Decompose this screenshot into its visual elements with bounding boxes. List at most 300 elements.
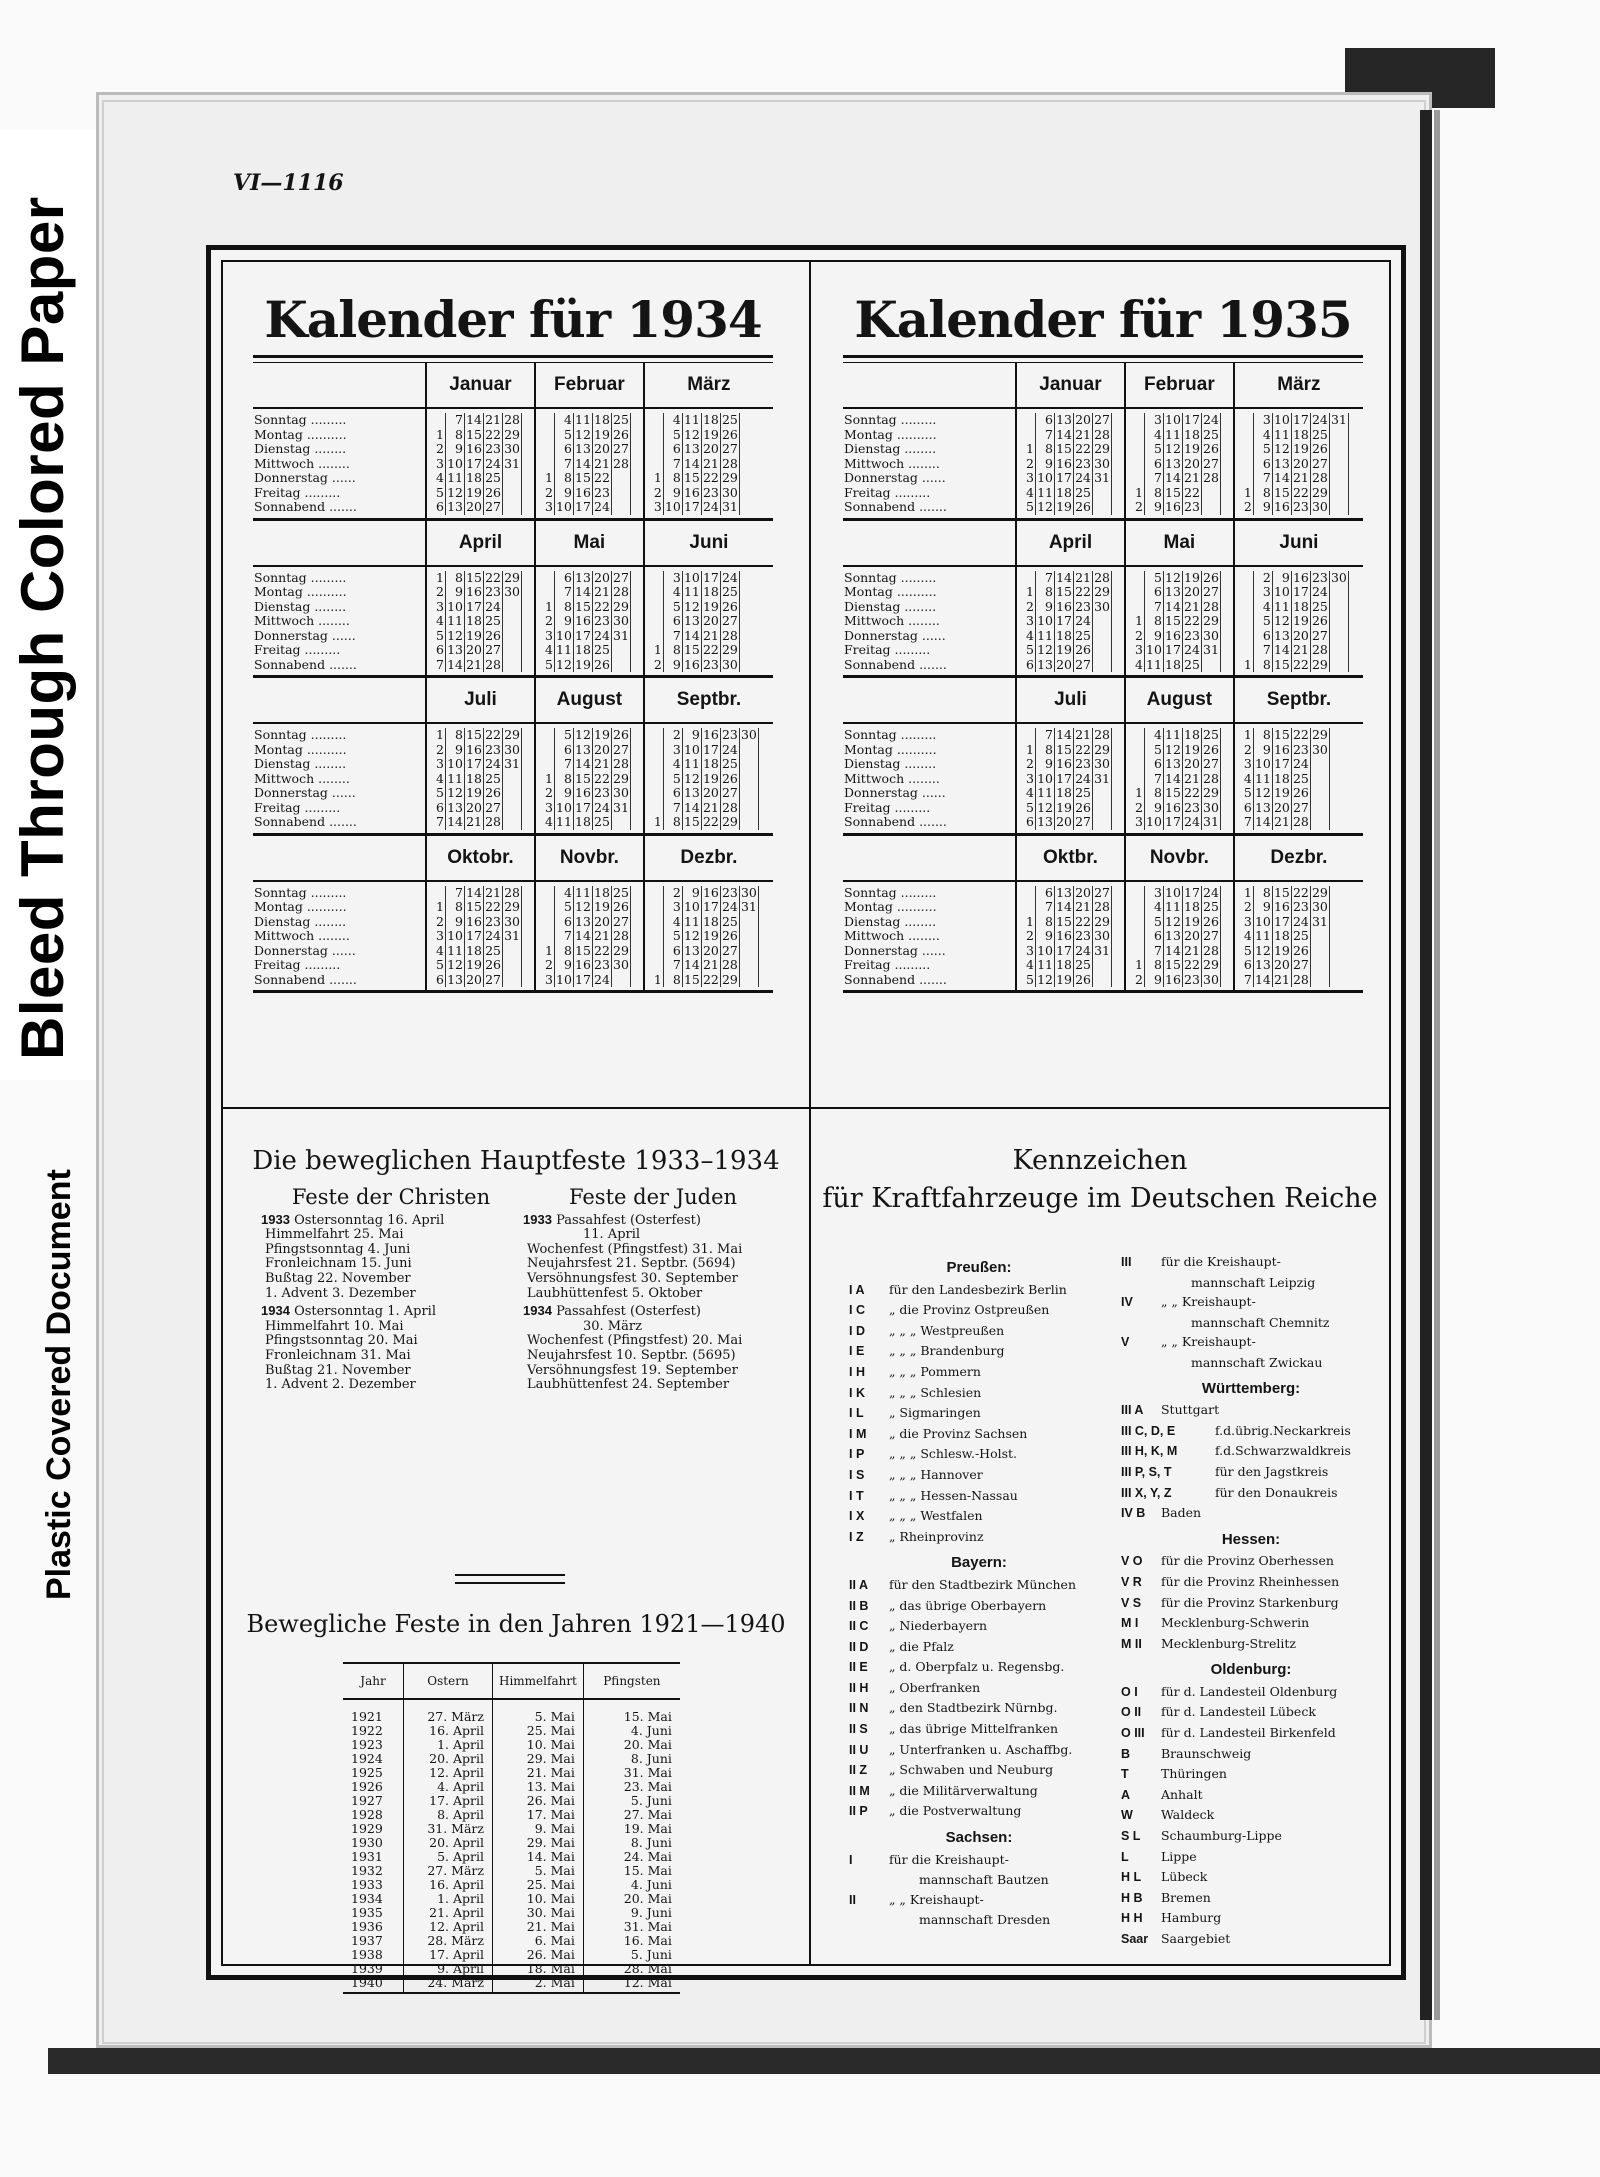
- day-number: [739, 757, 758, 772]
- day-number: 4: [554, 413, 573, 428]
- day-number: 27: [613, 441, 629, 456]
- plate-code: II N: [849, 1701, 869, 1716]
- table-cell: 5. Mai: [493, 1699, 584, 1724]
- table-cell: 1937: [351, 1933, 383, 1948]
- day-number: [1126, 728, 1145, 743]
- day-number: 11: [1037, 484, 1053, 500]
- day-number: 25: [1075, 957, 1091, 972]
- day-number: 29: [504, 426, 520, 442]
- region-heading: Sachsen:: [945, 1829, 1013, 1847]
- day-number: 24: [594, 799, 610, 815]
- day-number: 25: [721, 756, 738, 771]
- weekday-label: Sonntag .........: [254, 884, 347, 900]
- day-number: 30: [613, 957, 629, 972]
- day-number: 24: [1075, 470, 1091, 485]
- day-number: 13: [1056, 412, 1072, 427]
- feste-text: Neujahrsfest 21. Septbr. (5694): [527, 1256, 736, 1272]
- day-number: 18: [1184, 727, 1200, 742]
- day-number: 26: [485, 627, 501, 643]
- day-number: 31: [504, 455, 520, 471]
- day-number: 16: [575, 484, 591, 500]
- day-grid: [1126, 886, 1221, 988]
- month-name: Januar: [1016, 363, 1125, 408]
- table-cell: 27. März: [404, 1699, 493, 1724]
- day-number: 19: [594, 899, 610, 914]
- weekday-labels: [843, 881, 1016, 992]
- kennzeichen-right-column: [1121, 1252, 1381, 1950]
- day-number: [1017, 413, 1036, 428]
- day-number: 30: [740, 727, 757, 742]
- day-number: 31: [1203, 642, 1219, 657]
- day-number: 5: [1017, 801, 1036, 816]
- table-cell: 1932: [351, 1863, 383, 1878]
- plate-code: II B: [849, 1598, 869, 1613]
- day-number: 13: [1037, 656, 1053, 672]
- table-cell: 12. April: [404, 1920, 493, 1934]
- day-number: 29: [1203, 785, 1219, 800]
- plate-code: I M: [849, 1426, 867, 1441]
- day-number: 7: [663, 958, 682, 973]
- month-days: [1234, 566, 1363, 677]
- day-number: 7: [446, 886, 465, 901]
- day-number: 19: [1184, 569, 1200, 585]
- day-number: 21: [702, 799, 719, 815]
- day-number: [1235, 571, 1254, 586]
- table-row: [343, 1850, 680, 1864]
- day-number: 1: [645, 815, 664, 830]
- weekday-label: Mittwoch ........: [844, 455, 940, 471]
- table-row: [343, 1780, 680, 1794]
- table-cell: 27. März: [404, 1864, 493, 1878]
- day-number: 1: [1017, 743, 1036, 758]
- day-number: 27: [1203, 455, 1219, 471]
- day-number: 11: [1165, 426, 1181, 442]
- day-number: 3: [645, 500, 664, 515]
- day-number: 10: [1037, 942, 1053, 958]
- plate-text-cont: mannschaft Leipzig: [1191, 1274, 1316, 1290]
- day-number: 19: [594, 426, 610, 442]
- day-number: 9: [663, 486, 682, 501]
- plate-code-row: [1121, 1613, 1381, 1634]
- weekday-label: Sonnabend .......: [254, 971, 357, 987]
- day-number: 30: [1311, 499, 1328, 514]
- day-number: 7: [1144, 772, 1163, 787]
- day-number: 5: [427, 786, 446, 801]
- day-number: 2: [1017, 457, 1036, 472]
- day-number: 20: [1056, 656, 1072, 672]
- day-number: 2: [1017, 757, 1036, 772]
- day-number: [503, 629, 522, 644]
- day-number: 15: [683, 470, 700, 485]
- day-number: [1126, 413, 1145, 428]
- day-number: 2: [1235, 743, 1254, 758]
- table-cell: 1921: [351, 1709, 383, 1724]
- feste-text: Ostersonntag 1. April: [294, 1304, 436, 1320]
- day-number: 15: [1273, 884, 1290, 900]
- day-number: 8: [663, 815, 682, 830]
- weekday-label: Sonntag .........: [844, 412, 937, 427]
- day-number: 21: [1292, 470, 1309, 485]
- day-number: 12: [1165, 741, 1181, 757]
- day-number: [503, 600, 522, 615]
- day-number: [1235, 643, 1254, 658]
- day-number: 16: [466, 741, 482, 757]
- day-number: [1093, 958, 1112, 973]
- day-number: 29: [613, 942, 629, 958]
- day-number: 5: [1144, 442, 1163, 457]
- day-number: 5: [1144, 743, 1163, 758]
- day-number: 5: [554, 900, 573, 915]
- day-number: 25: [613, 884, 629, 900]
- day-number: 9: [554, 614, 573, 629]
- day-number: 8: [554, 600, 573, 615]
- day-grid: [1235, 413, 1349, 515]
- day-number: 15: [1165, 785, 1181, 800]
- day-number: 8: [1253, 728, 1272, 743]
- day-number: 9: [446, 915, 465, 930]
- plate-code: O II: [1121, 1705, 1142, 1720]
- day-number: 14: [683, 627, 700, 643]
- table-cell: 2. Mai: [493, 1976, 584, 1993]
- day-number: 2: [663, 728, 682, 743]
- feste-text: Fronleichnam 31. Mai: [265, 1347, 411, 1363]
- weekday-label: Dienstag ........: [254, 913, 347, 929]
- day-number: 23: [594, 484, 610, 500]
- blank-cell: [253, 363, 426, 408]
- day-number: [503, 772, 522, 787]
- table-cell: 5. April: [404, 1850, 493, 1864]
- day-number: 4: [1144, 428, 1163, 443]
- day-number: 22: [485, 426, 501, 442]
- plate-description: Lippe: [1160, 1848, 1197, 1864]
- feste-text: Pfingstsonntag 20. Mai: [265, 1333, 418, 1349]
- day-number: 12: [447, 957, 463, 972]
- day-number: 9: [554, 958, 573, 973]
- day-number: 26: [721, 598, 738, 614]
- plate-description: für d. Landesteil Birkenfeld: [1160, 1725, 1336, 1741]
- plate-code-row: [849, 1465, 1109, 1486]
- day-number: 6: [663, 442, 682, 457]
- day-number: 16: [1165, 799, 1181, 815]
- day-number: [1126, 428, 1145, 443]
- day-number: 2: [427, 585, 446, 600]
- weekday-label: Freitag .........: [254, 642, 341, 657]
- day-number: 15: [683, 814, 700, 829]
- day-number: 11: [1037, 627, 1053, 643]
- day-number: 17: [683, 499, 700, 514]
- day-number: 17: [575, 799, 591, 815]
- day-number: 20: [1292, 627, 1309, 643]
- day-number: 7: [554, 757, 573, 772]
- day-number: 18: [702, 412, 719, 427]
- day-number: 29: [1311, 484, 1328, 500]
- day-number: 6: [1144, 585, 1163, 600]
- plate-code-row: [849, 1616, 1109, 1637]
- plate-code: III P, S, T: [1121, 1464, 1172, 1479]
- day-number: 19: [466, 627, 482, 643]
- day-number: [1017, 886, 1036, 901]
- day-number: [427, 413, 446, 428]
- day-number: [1329, 471, 1348, 486]
- plate-code-row: [849, 1506, 1109, 1527]
- month-days: [644, 723, 773, 834]
- day-number: 26: [1075, 642, 1091, 657]
- plate-description: „ „ Kreishaupt-: [1160, 1334, 1256, 1350]
- feste-year: 1934: [523, 1303, 552, 1319]
- day-number: 12: [1273, 441, 1290, 456]
- day-number: 8: [663, 471, 682, 486]
- feste-line: [523, 1243, 783, 1258]
- table-cell: 1933: [351, 1877, 383, 1892]
- day-number: 14: [1056, 426, 1072, 442]
- month-days: [1234, 723, 1363, 834]
- day-number: 1: [645, 973, 664, 988]
- day-number: 10: [683, 569, 700, 585]
- day-number: 16: [1273, 899, 1290, 914]
- day-number: 9: [1036, 457, 1055, 472]
- day-number: 8: [446, 728, 465, 743]
- plate-code: II E: [849, 1660, 868, 1675]
- blank-cell: [843, 363, 1016, 408]
- day-number: 3: [536, 973, 555, 988]
- day-number: 15: [1165, 613, 1181, 628]
- plate-code: A: [1121, 1787, 1131, 1802]
- day-number: [645, 442, 664, 457]
- inner-frame: [221, 260, 1391, 1990]
- day-number: 24: [594, 499, 610, 514]
- plate-description: „ „ „ Pommern: [888, 1363, 981, 1379]
- day-number: 3: [1017, 614, 1036, 629]
- month-days: [644, 408, 773, 519]
- day-number: 22: [702, 971, 719, 987]
- day-number: [645, 571, 664, 586]
- day-number: [536, 585, 555, 600]
- day-number: 15: [1056, 584, 1072, 599]
- plate-code: IV: [1121, 1295, 1133, 1310]
- plate-description: „ die Provinz Ostpreußen: [888, 1302, 1050, 1318]
- plate-code: I S: [849, 1467, 865, 1482]
- plate-code-row: [849, 1637, 1109, 1658]
- plate-code: III C, D, E: [1121, 1423, 1176, 1438]
- day-number: 21: [485, 412, 501, 427]
- plate-code-row: [1121, 1400, 1381, 1421]
- day-number: 9: [446, 743, 465, 758]
- day-number: [536, 457, 555, 472]
- day-number: 12: [447, 785, 463, 800]
- table-cell: 8. Juni: [583, 1836, 680, 1850]
- table-cell: 17. April: [404, 1794, 493, 1808]
- feste-line: [523, 1213, 783, 1229]
- day-number: 14: [1056, 899, 1072, 914]
- day-number: 1: [1126, 614, 1145, 629]
- day-number: 22: [1184, 484, 1200, 500]
- day-number: 20: [1075, 412, 1091, 427]
- day-number: [611, 643, 630, 658]
- month-name: Novbr.: [1125, 834, 1234, 881]
- day-number: [1017, 428, 1036, 443]
- day-number: 25: [1203, 899, 1219, 914]
- plate-description: „ das übrige Oberbayern: [888, 1597, 1047, 1613]
- weekday-label: Sonntag .........: [254, 412, 347, 427]
- plate-code: IV B: [1121, 1506, 1146, 1521]
- day-number: 13: [1254, 799, 1271, 815]
- day-number: 29: [504, 569, 520, 585]
- day-number: 25: [1311, 426, 1328, 442]
- feste-text: 11. April: [583, 1227, 641, 1243]
- day-number: 26: [721, 426, 738, 442]
- day-number: 7: [1036, 728, 1055, 743]
- table-cell: 1938: [351, 1947, 383, 1962]
- day-number: 3: [427, 929, 446, 944]
- plate-text-cont: mannschaft Chemnitz: [1191, 1314, 1330, 1330]
- day-number: [739, 944, 758, 959]
- day-number: 7: [427, 815, 446, 830]
- day-number: 6: [1036, 886, 1055, 901]
- day-number: 13: [1056, 884, 1072, 900]
- day-number: 6: [1235, 958, 1254, 973]
- day-number: 25: [1203, 727, 1219, 742]
- day-number: 12: [683, 928, 700, 943]
- table-cell: 8. Juni: [583, 1752, 680, 1766]
- day-number: 8: [1144, 486, 1163, 501]
- month-days: [1016, 881, 1125, 992]
- day-number: 13: [683, 613, 700, 628]
- day-number: 15: [466, 426, 482, 442]
- day-number: 21: [1184, 942, 1200, 958]
- day-number: 10: [447, 598, 463, 614]
- day-grid: [427, 886, 522, 988]
- day-number: 23: [1292, 899, 1309, 914]
- day-number: [1093, 658, 1112, 673]
- day-number: 21: [594, 584, 610, 599]
- plate-description: Hamburg: [1160, 1910, 1222, 1926]
- page-number: VI—1116: [233, 170, 344, 196]
- plate-code: II: [849, 1892, 856, 1907]
- day-number: 29: [504, 727, 520, 742]
- day-number: 23: [1184, 971, 1200, 987]
- day-number: 26: [721, 928, 738, 943]
- day-number: 14: [1273, 642, 1290, 657]
- day-number: [645, 786, 664, 801]
- day-number: 18: [575, 814, 591, 829]
- day-number: [1017, 900, 1036, 915]
- table-cell: 1928: [351, 1807, 383, 1822]
- weekday-label: Mittwoch ........: [844, 770, 940, 786]
- table-cell: 8. April: [404, 1808, 493, 1822]
- weekday-label: Donnerstag ......: [844, 785, 946, 800]
- day-number: 21: [594, 756, 610, 771]
- day-number: 29: [1311, 884, 1328, 900]
- table-cell: 25. Mai: [493, 1724, 584, 1738]
- day-number: 17: [1273, 913, 1290, 929]
- weekday-label: Freitag .........: [844, 484, 931, 500]
- day-number: 21: [466, 656, 482, 672]
- hauptfeste-section: [223, 1112, 809, 1420]
- feste-text: Himmelfahrt 25. Mai: [265, 1227, 404, 1243]
- weekday-label: Mittwoch ........: [254, 770, 350, 786]
- day-number: 14: [466, 412, 482, 427]
- month-name: Septbr.: [1234, 677, 1363, 724]
- day-number: 14: [1165, 770, 1181, 786]
- day-number: 5: [1017, 643, 1036, 658]
- day-number: 12: [1165, 569, 1181, 585]
- day-number: 10: [683, 741, 700, 757]
- plate-text-cont: mannschaft Bautzen: [919, 1872, 1049, 1888]
- plate-description: für den Landesbezirk Berlin: [888, 1281, 1067, 1297]
- day-number: 3: [427, 600, 446, 615]
- day-number: 2: [536, 786, 555, 801]
- day-number: 8: [1144, 786, 1163, 801]
- plate-description: für den Stadtbezirk München: [888, 1576, 1077, 1592]
- day-number: [1126, 757, 1145, 772]
- day-number: 3: [427, 757, 446, 772]
- day-number: 27: [721, 613, 738, 628]
- day-number: 23: [1184, 499, 1200, 514]
- day-grid: [645, 413, 740, 515]
- day-grid: [427, 728, 522, 830]
- day-number: 26: [1311, 613, 1328, 628]
- table-cell: 27. Mai: [583, 1808, 680, 1822]
- month-name: Mai: [1125, 519, 1234, 566]
- plate-code: III A: [1121, 1403, 1144, 1418]
- day-number: 18: [1056, 484, 1072, 500]
- table-cell: 20. April: [404, 1836, 493, 1850]
- feste-text: Versöhnungsfest 19. September: [527, 1362, 738, 1378]
- weekday-label: Montag ..........: [254, 741, 347, 757]
- day-number: [645, 900, 664, 915]
- day-number: 26: [1292, 785, 1309, 800]
- day-number: 11: [447, 942, 463, 958]
- day-number: [645, 457, 664, 472]
- weekday-label: Sonntag .........: [844, 727, 937, 742]
- weekday-label: Mittwoch ........: [844, 613, 940, 628]
- plate-description: „ „ „ Westfalen: [888, 1508, 983, 1524]
- day-number: 16: [466, 913, 482, 929]
- day-number: 15: [466, 899, 482, 914]
- day-number: 10: [1037, 613, 1053, 628]
- day-number: 1: [1235, 728, 1254, 743]
- feste-text: Himmelfahrt 10. Mai: [265, 1318, 404, 1334]
- day-number: 19: [1273, 785, 1290, 800]
- day-number: 21: [1273, 814, 1290, 829]
- day-number: [1310, 958, 1329, 973]
- day-number: 20: [702, 942, 719, 958]
- day-number: 21: [594, 455, 610, 471]
- day-number: 22: [1184, 785, 1200, 800]
- day-number: 17: [1165, 642, 1181, 657]
- table-cell: 1940: [343, 1976, 404, 1993]
- day-number: [503, 958, 522, 973]
- month-days: [1125, 408, 1234, 519]
- day-number: 31: [1203, 814, 1219, 829]
- day-number: 23: [702, 656, 719, 672]
- column-header: Pfingsten: [583, 1663, 680, 1699]
- day-number: 16: [1292, 569, 1309, 585]
- day-number: 2: [1235, 900, 1254, 915]
- day-number: 20: [466, 971, 482, 987]
- feste-text: Laubhüttenfest 24. September: [527, 1377, 730, 1393]
- day-number: 24: [1311, 412, 1328, 427]
- day-number: 18: [594, 412, 610, 427]
- plate-code: I T: [849, 1488, 864, 1503]
- day-number: 2: [536, 958, 555, 973]
- weekday-label: Montag ..........: [844, 899, 937, 914]
- table-row: [343, 1836, 680, 1850]
- day-number: 9: [1253, 900, 1272, 915]
- day-number: [1126, 457, 1145, 472]
- plate-code-row: [1121, 1593, 1381, 1614]
- day-number: 8: [1036, 585, 1055, 600]
